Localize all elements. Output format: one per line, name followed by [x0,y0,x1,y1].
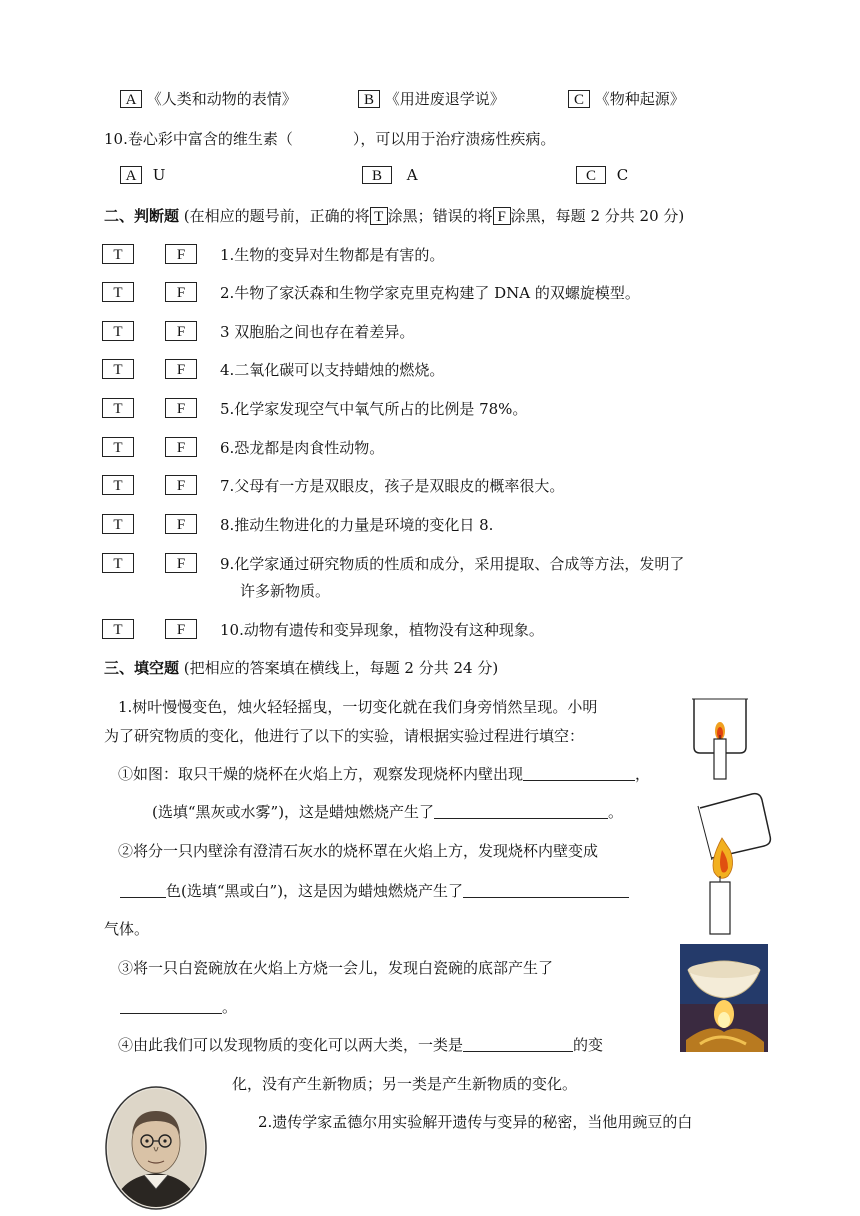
false-box[interactable]: F [165,475,197,495]
fill-step2-line2 [120,880,629,901]
judgement-text: 3 双胞胎之间也存在着差异。 [220,323,415,341]
step-text: 的变 [573,1036,604,1054]
step-text: 。 [222,998,238,1016]
option-text: 《物种起源》 [594,90,685,108]
fill-step4-line1 [118,1034,603,1055]
judgement-text: 7.父母有一方是双眼皮，孩子是双眼皮的概率很大。 [220,477,565,495]
option-letter-box[interactable]: B [358,90,380,108]
false-box[interactable]: F [165,437,197,457]
judgement-text: 10.动物有遗传和变异现象，植物没有这种现象。 [220,621,544,639]
option-letter-box[interactable]: C [568,90,590,108]
false-box[interactable]: F [165,282,197,302]
answer-blank[interactable] [463,1035,573,1052]
fill-q1-line2: 为了研究物质的变化，他进行了以下的实验，请根据实验过程进行填空： [104,727,585,745]
example-t-box: T [370,207,388,225]
false-box[interactable]: F [165,321,197,341]
option-text: 《人类和动物的表情》 [146,90,297,108]
false-box[interactable]: F [165,619,197,639]
fill-step2-line3: 气体。 [104,920,150,938]
false-box[interactable]: F [165,553,197,573]
false-box[interactable]: F [165,398,197,418]
judgement-text: 2.牛物了家沃森和生物学家克里克构建了 DNA 的双螺旋模型。 [220,284,640,302]
true-box[interactable]: T [102,398,134,418]
option-text: A [406,166,418,184]
q10-stem-end: ），可以用于治疗溃疡性疾病。 [352,130,556,148]
fill-step3-line2 [120,996,237,1017]
section2-header [104,205,684,226]
true-box[interactable]: T [102,475,134,495]
judgement-text: 6.恐龙都是肉食性动物。 [220,439,385,457]
judgement-text: 9.化学家通过研究物质的性质和成分，采用提取、合成等方法，发明了 [220,555,685,573]
option-letter-box[interactable]: A [120,166,142,184]
answer-blank[interactable] [434,802,608,819]
true-box[interactable]: T [102,359,134,379]
candle-beaker-illustration [688,695,752,785]
section-title: 三、填空题 [104,659,180,677]
true-box[interactable]: T [102,282,134,302]
q9-option-b [358,88,505,109]
fill-q2-line1: 2.遗传学家孟德尔用实验解开遗传与变异的秘密，当他用豌豆的白 [258,1113,693,1131]
true-box[interactable]: T [102,553,134,573]
false-box[interactable]: F [165,359,197,379]
fill-step4-line2: 化，没有产生新物质；另一类是产生新物质的变化。 [232,1075,578,1093]
section-instruction: 涂黑，每题 2 分共 20 分) [510,207,685,225]
section-title: 二、判断题 [104,207,180,225]
fill-step1-line2 [152,801,623,822]
answer-blank[interactable] [523,764,635,781]
section-instruction: (把相应的答案填在横线上，每题 2 分共 24 分) [183,659,499,677]
fill-step1-line1 [118,763,650,784]
section-instruction: 涂黑；错误的将 [387,207,493,225]
false-box[interactable]: F [165,514,197,534]
answer-blank[interactable] [120,881,166,898]
candle-limewater-beaker-illustration [692,790,782,940]
fill-step2-line1: ②将分一只内壁涂有澄清石灰水的烧杯罩在火焰上方，发现烧杯内壁变成 [118,842,599,860]
q10-stem [104,128,555,149]
step-text: 。 [608,803,624,821]
q9-option-a [120,88,297,109]
porcelain-bowl-photo [680,944,768,1052]
fill-q1-line1: 1.树叶慢慢变色，烛火轻轻摇曳，一切变化就在我们身旁悄然呈现。小明 [118,698,598,716]
option-letter-box[interactable]: A [120,90,142,108]
fill-step3-line1: ③将一只白瓷碗放在火焰上方烧一会儿，发现白瓷碗的底部产生了 [118,959,554,977]
q10-stem-start: 10.卷心彩中富含的维生素（ [104,130,293,148]
step-text: ④由此我们可以发现物质的变化可以两大类，一类是 [118,1036,464,1054]
judgement-text: 4.二氧化碳可以支持蜡烛的燃烧。 [220,361,445,379]
example-f-box: F [493,207,511,225]
judgement-text-continued: 许多新物质。 [240,582,331,600]
q10-option-c [576,166,628,184]
judgement-text: 5.化学家发现空气中氧气所占的比例是 78%。 [220,400,528,418]
option-letter-box[interactable]: B [362,166,392,184]
true-box[interactable]: T [102,514,134,534]
mendel-portrait [104,1085,208,1211]
section3-header [104,657,498,678]
step-text: ， [635,765,651,783]
judgement-text: 8.推动生物进化的力量是环境的变化日 8. [220,516,494,534]
q10-option-b [362,166,418,184]
false-box[interactable]: F [165,244,197,264]
option-text: C [616,166,629,184]
answer-blank[interactable] [120,997,222,1014]
q9-option-c [568,88,685,109]
step-text: 色(选填“黑或白”)，这是因为蜡烛燃烧产生了 [166,882,464,900]
q10-option-a [120,166,165,184]
step-text: (选填“黑灰或水雾”)，这是蜡烛燃烧产生了 [152,803,435,821]
option-letter-box[interactable]: C [576,166,606,184]
step-text: ①如图：取只干燥的烧杯在火焰上方，观察发现烧杯内壁出现 [118,765,524,783]
judgement-text: 1.生物的变异对生物都是有害的。 [220,246,445,264]
option-text: 《用进废退学说》 [384,90,505,108]
section-instruction: (在相应的题号前，正确的将 [183,207,370,225]
option-text: U [152,166,166,184]
true-box[interactable]: T [102,321,134,341]
true-box[interactable]: T [102,437,134,457]
answer-blank[interactable] [463,881,629,898]
true-box[interactable]: T [102,244,134,264]
true-box[interactable]: T [102,619,134,639]
